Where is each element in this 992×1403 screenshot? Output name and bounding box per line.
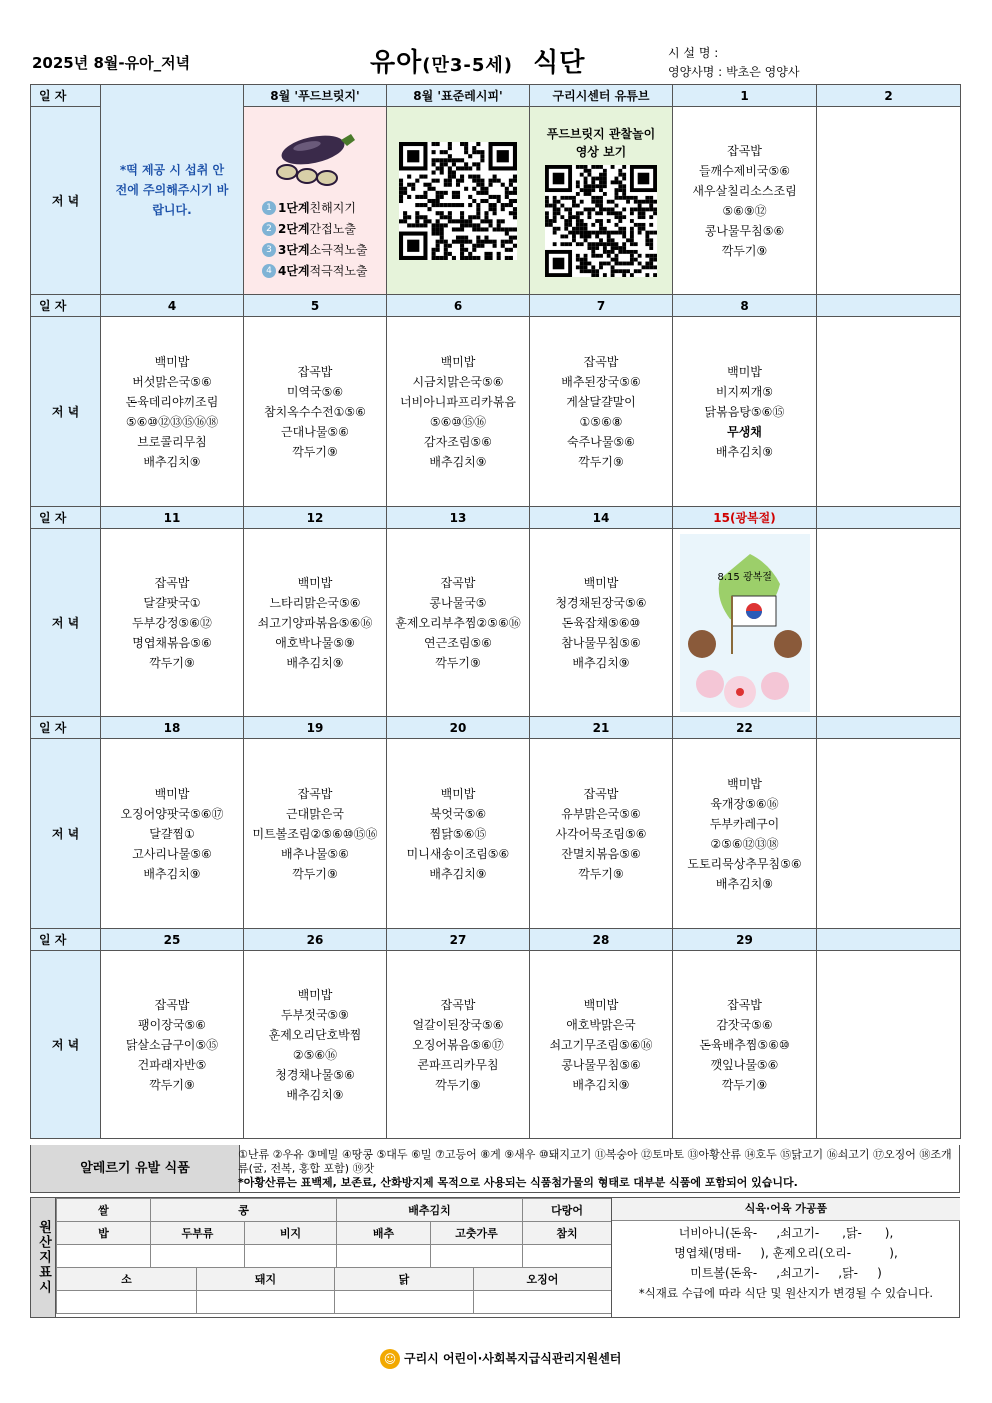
menu-item: 오징어볶음⑤⑥⑰ [412, 1037, 504, 1052]
menu-item: 깻잎나물⑤⑥ [710, 1057, 779, 1072]
menu-item: 애호박나물⑤⑨ [275, 635, 355, 650]
menu-cell [673, 739, 817, 929]
nutritionist-label: 영양사명 : [668, 65, 723, 79]
menu-item: 훈제오리부추찜②⑤⑥⑯ [395, 615, 521, 630]
footer-text: 구리시 어린이·사회복지급식관리지원센터 [404, 1351, 622, 1366]
menu-item: 무생채 [727, 424, 762, 439]
menu-item: 백미밥 [440, 786, 476, 801]
menu-period-title: 2025년 8월-유아_저녁 [32, 54, 191, 72]
foodbridge-cell [244, 107, 387, 295]
processed-title: 식육·어육 가공품 [612, 1198, 960, 1221]
origin-blank[interactable] [431, 1245, 523, 1268]
menu-item: 버섯맑은국⑤⑥ [132, 374, 212, 389]
menu-item: 달걀찜① [149, 826, 195, 841]
menu-cell [530, 317, 673, 507]
allergy-label: 알레르기 유발 식품 [31, 1145, 240, 1192]
menu-item: 잡곡밥 [297, 364, 333, 379]
menu-item: 백미밥 [727, 364, 762, 379]
processed-note: *식재료 수급에 따라 식단 및 원산지가 변경될 수 있습니다. [638, 1286, 934, 1300]
menu-item: 깍두기⑨ [721, 243, 768, 258]
menu-item: 두부젓국⑤⑨ [281, 1007, 349, 1022]
origin-cabbage: 배추 [337, 1222, 431, 1245]
menu-item: 배추김치⑨ [429, 454, 487, 469]
allergy-list: ①난류 ②우유 ③메밀 ④땅콩 ⑤대두 ⑥밀 ⑦고등어 ⑧게 ⑨새우 ⑩돼지고기 ⑪복숭아 ⑫토마토 ⑬아황산류 ⑭호두 ⑮닭고기 ⑯쇠고기 ⑰오징어 ⑱조개류(굴, 전복, 홍합 포함) ⑲잣 [238, 1148, 952, 1175]
menu-cell [673, 951, 817, 1139]
origin-blank[interactable] [335, 1291, 474, 1314]
menu-cell [817, 317, 961, 507]
menu-item: 비지찌개⑤ [715, 384, 774, 399]
dinner-label: 저 녁 [31, 951, 101, 1139]
menu-item: 두부카레구이 [709, 816, 780, 831]
date-row-week5 [31, 929, 961, 951]
menu-item: 너비아니파프리카볶음 [400, 394, 516, 409]
menu-item: 쇠고기무조림⑤⑥⑯ [549, 1037, 653, 1052]
menu-item: 잡곡밥 [297, 786, 333, 801]
dinner-label: 저 녁 [31, 739, 101, 929]
menu-item: ②⑤⑥⑯ [292, 1047, 338, 1062]
day-cell: 4 [101, 295, 244, 317]
menu-item: 깍두기⑨ [721, 1077, 768, 1092]
menu-item: 오징어양팟국⑤⑥⑰ [120, 806, 224, 821]
origin-grid [56, 1198, 611, 1317]
origin-blank[interactable] [197, 1291, 335, 1314]
menu-cell [101, 951, 244, 1139]
day-cell: 12 [244, 507, 387, 529]
menu-item: 배추김치⑨ [715, 876, 774, 891]
day-cell: 25 [101, 929, 244, 951]
footer [380, 1349, 621, 1369]
menu-item: 깍두기⑨ [149, 1077, 195, 1092]
menu-item: 들깨수제비국⑤⑥ [698, 163, 791, 178]
day-cell: 8 [673, 295, 817, 317]
menu-cell [673, 317, 817, 507]
title-age: (만3-5세) [422, 55, 513, 76]
menu-item: 닭살소금구이⑤⑮ [125, 1037, 219, 1052]
origin-blank[interactable] [245, 1245, 337, 1268]
menu-cell [673, 107, 817, 295]
menu-item: 게살달걀말이 [566, 394, 636, 409]
menu-item: 감자조림⑤⑥ [424, 434, 492, 449]
foodbridge-step-2: 2 2단계간접노출 [244, 219, 386, 240]
date-label: 일 자 [31, 929, 101, 951]
day-cell: 27 [387, 929, 530, 951]
center-logo-icon: ☺ [380, 1349, 400, 1369]
date-row-week3 [31, 507, 961, 529]
recipe-qr-cell[interactable] [387, 107, 530, 295]
menu-item: 찜닭⑤⑥⑮ [429, 826, 487, 841]
menu-item: 깍두기⑨ [292, 866, 338, 881]
menu-cell [244, 739, 387, 929]
menu-item: 깍두기⑨ [435, 1077, 481, 1092]
origin-blank[interactable] [474, 1291, 612, 1314]
menu-cell [387, 317, 530, 507]
qr-code-icon[interactable] [399, 142, 517, 260]
youtube-header: 구리시센터 유튜브 [530, 85, 673, 107]
menu-item: 두부강정⑤⑥⑫ [132, 615, 212, 630]
dinner-row-week2 [31, 317, 961, 507]
menu-table [30, 84, 961, 1139]
foodbridge-step-3: 3 3단계소극적노출 [244, 240, 386, 261]
menu-item: 잡곡밥 [440, 575, 476, 590]
menu-item: 근대맑은국 [286, 806, 344, 821]
date-label: 일 자 [31, 717, 101, 739]
dinner-row-week4 [31, 739, 961, 929]
menu-item: 느타리맑은국⑤⑥ [269, 595, 361, 610]
menu-item: 배추김치⑨ [143, 866, 201, 881]
menu-cell [530, 739, 673, 929]
menu-cell [530, 529, 673, 717]
day-cell [817, 717, 961, 739]
origin-biji: 비지 [245, 1222, 337, 1245]
processed-line-1: 너비아니(돈육- ,쇠고기- ,닭- ), [678, 1226, 894, 1240]
menu-item: 브로콜리무침 [137, 434, 207, 449]
youtube-qr-cell[interactable] [530, 107, 673, 295]
step-icon: 2 [262, 222, 276, 236]
menu-item: 콘파프리카무침 [417, 1057, 499, 1072]
date-label: 일 자 [31, 85, 101, 107]
menu-item: 잡곡밥 [440, 997, 476, 1012]
menu-item: 배추김치⑨ [286, 1087, 344, 1102]
day-cell: 26 [244, 929, 387, 951]
liberation-day-illustration [680, 534, 810, 712]
menu-cell [387, 739, 530, 929]
menu-item: ②⑤⑥⑫⑬⑱ [710, 836, 779, 851]
menu-item: 콩나물무침⑤⑥ [704, 223, 785, 238]
day-cell: 14 [530, 507, 673, 529]
origin-blank[interactable] [57, 1245, 151, 1268]
menu-cell [817, 951, 961, 1139]
menu-item: 도토리묵상추무침⑤⑥ [687, 856, 802, 871]
origin-label: 원산지표시 [31, 1198, 56, 1317]
origin-chili: 고춧가루 [431, 1222, 523, 1245]
day-cell: 1 [673, 85, 817, 107]
menu-item: 애호박맑은국 [566, 1017, 636, 1032]
foodbridge-step-1: 1 1단계친해지기 [244, 198, 386, 219]
day-cell: 18 [101, 717, 244, 739]
date-label: 일 자 [31, 295, 101, 317]
day-cell: 7 [530, 295, 673, 317]
menu-item: 미트볼조림②⑤⑥⑩⑮⑯ [252, 826, 378, 841]
dinner-label: 저 녁 [31, 107, 101, 295]
liberation-day-caption: 8.15 광복절 [717, 571, 772, 583]
menu-cell [530, 951, 673, 1139]
date-row-week4 [31, 717, 961, 739]
day-cell: 20 [387, 717, 530, 739]
menu-cell [101, 317, 244, 507]
origin-blank[interactable] [151, 1245, 245, 1268]
menu-item: 고사리나물⑤⑥ [132, 846, 212, 861]
page-title [370, 42, 585, 79]
origin-section [30, 1197, 960, 1318]
menu-item: 시금치맑은국⑤⑥ [412, 374, 504, 389]
nutritionist-name: 박초은 영양사 [726, 65, 800, 79]
menu-item: 팽이장국⑤⑥ [138, 1017, 206, 1032]
date-row-week1 [31, 85, 961, 107]
menu-item: 잡곡밥 [154, 575, 190, 590]
menu-item: 잡곡밥 [727, 143, 762, 158]
menu-cell [817, 739, 961, 929]
menu-item: 건파래자반⑤ [137, 1057, 207, 1072]
origin-bap: 밥 [57, 1222, 151, 1245]
menu-item: 새우살칠리소스조림 [692, 183, 797, 198]
day-cell: 22 [673, 717, 817, 739]
menu-item: 달걀팟국① [143, 595, 201, 610]
date-label: 일 자 [31, 507, 101, 529]
menu-item: 백미밥 [154, 354, 190, 369]
menu-item: 유부맑은국⑤⑥ [561, 806, 641, 821]
menu-cell [387, 951, 530, 1139]
menu-item: 깍두기⑨ [578, 454, 624, 469]
menu-item: 백미밥 [154, 786, 190, 801]
day-cell: 11 [101, 507, 244, 529]
menu-cell [244, 951, 387, 1139]
foodbridge-header: 8월 '푸드브릿지' [244, 85, 387, 107]
origin-kimchi: 배추김치 [337, 1199, 523, 1222]
facility-info [668, 44, 799, 82]
menu-item: 백미밥 [583, 997, 619, 1012]
menu-item: 잡곡밥 [154, 997, 190, 1012]
origin-tuna: 다랑어 [523, 1199, 612, 1222]
menu-item: 명엽채볶음⑤⑥ [132, 635, 212, 650]
menu-cell [101, 529, 244, 717]
dinner-label: 저 녁 [31, 317, 101, 507]
liberation-day-image [680, 534, 810, 712]
processed-line-2: 명엽채(명태- ), 훈제오리(오리- ), [674, 1246, 898, 1260]
dinner-row-week3 [31, 529, 961, 717]
menu-item: 잔멸치볶음⑤⑥ [561, 846, 641, 861]
menu-cell [101, 739, 244, 929]
allergy-section [30, 1145, 960, 1193]
day-cell: 2 [817, 85, 961, 107]
allergy-list-box [238, 1148, 956, 1190]
menu-item: 청경채나물⑤⑥ [275, 1067, 355, 1082]
menu-item: 참치옥수수전①⑤⑥ [264, 404, 366, 419]
menu-item: 얼갈이된장국⑤⑥ [412, 1017, 504, 1032]
origin-bean: 콩 [151, 1199, 337, 1222]
allergy-note: *아황산류는 표백제, 보존료, 산화방지제 목적으로 사용되는 식품첨가물의 형태로 대부분 식품에 포함되어 있습니다. [238, 1176, 798, 1189]
menu-item: 연근조림⑤⑥ [424, 635, 492, 650]
day-cell: 19 [244, 717, 387, 739]
processed-line-3: 미트볼(돈육- ,쇠고기- ,닭- ) [690, 1266, 882, 1280]
menu-item: ⑤⑥⑩⑫⑬⑮⑯⑱ [125, 414, 219, 429]
menu-item: 배추김치⑨ [572, 1077, 630, 1092]
notice-cell: *떡 제공 시 섭취 안전에 주의해주시기 바랍니다. [101, 85, 244, 295]
day-cell: 21 [530, 717, 673, 739]
nutritionist-line [668, 63, 799, 82]
origin-blank[interactable] [57, 1291, 197, 1314]
day-cell: 29 [673, 929, 817, 951]
day-cell: 28 [530, 929, 673, 951]
menu-item: ⑤⑥⑩⑮⑯ [429, 414, 487, 429]
date-row-week2 [31, 295, 961, 317]
menu-item: 배추김치⑨ [715, 444, 774, 459]
day-cell [817, 295, 961, 317]
origin-pork: 돼지 [197, 1268, 335, 1291]
menu-item: 잡곡밥 [727, 997, 762, 1012]
menu-item: 돈육데리야끼조림 [125, 394, 219, 409]
menu-item: ①⑤⑥⑧ [579, 414, 623, 429]
origin-chicken: 닭 [335, 1268, 474, 1291]
menu-item: 깍두기⑨ [435, 655, 481, 670]
menu-item: 잡곡밥 [583, 354, 619, 369]
menu-item: 북엇국⑤⑥ [429, 806, 487, 821]
menu-cell [817, 107, 961, 295]
qr-code-icon[interactable] [545, 165, 657, 277]
menu-item: 감잣국⑤⑥ [716, 1017, 773, 1032]
menu-item: 참나물무침⑤⑥ [561, 635, 641, 650]
menu-item: 백미밥 [583, 575, 619, 590]
processed-lines [612, 1221, 960, 1303]
menu-item: 미역국⑤⑥ [286, 384, 344, 399]
origin-blank[interactable] [523, 1245, 612, 1268]
menu-item: 배추김치⑨ [286, 655, 344, 670]
menu-item: 백미밥 [297, 575, 333, 590]
menu-item: 배추나물⑤⑥ [281, 846, 349, 861]
title-main: 유아 [370, 48, 423, 78]
origin-rice: 쌀 [57, 1199, 151, 1222]
menu-item: 근대나물⑤⑥ [281, 424, 349, 439]
menu-item: 깍두기⑨ [149, 655, 195, 670]
menu-cell [817, 529, 961, 717]
dinner-label: 저 녁 [31, 529, 101, 717]
title-end: 식단 [533, 48, 586, 78]
origin-beef: 소 [57, 1268, 197, 1291]
menu-item: ⑤⑥⑨⑫ [722, 203, 767, 218]
menu-item: 닭볶음탕⑤⑥⑮ [704, 404, 785, 419]
step-icon: 4 [262, 264, 276, 278]
menu-item: 콩나물국⑤ [429, 595, 487, 610]
menu-cell [244, 529, 387, 717]
menu-item: 사각어묵조림⑤⑥ [555, 826, 647, 841]
menu-item: 돈육잡채⑤⑥⑩ [561, 615, 641, 630]
processed-food-box [611, 1198, 960, 1317]
menu-item: 쇠고기양파볶음⑤⑥⑯ [257, 615, 373, 630]
origin-blank[interactable] [337, 1245, 431, 1268]
holiday-illustration-cell [673, 529, 817, 717]
menu-item: 숙주나물⑤⑥ [567, 434, 635, 449]
recipe-header: 8월 '표준레시피' [387, 85, 530, 107]
menu-item: 청경채된장국⑤⑥ [555, 595, 647, 610]
menu-item: 배추김치⑨ [143, 454, 201, 469]
step-icon: 1 [262, 201, 276, 215]
day-cell: 13 [387, 507, 530, 529]
dinner-row-week5 [31, 951, 961, 1139]
menu-item: 배추김치⑨ [429, 866, 487, 881]
youtube-caption: 푸드브릿지 관찰놀이 영상 보기 [546, 126, 656, 159]
menu-item: 깍두기⑨ [292, 444, 338, 459]
menu-item: 배추김치⑨ [572, 655, 630, 670]
day-cell [817, 507, 961, 529]
menu-item: 깍두기⑨ [578, 866, 624, 881]
origin-tofu: 두부류 [151, 1222, 245, 1245]
menu-item: 배추된장국⑤⑥ [561, 374, 641, 389]
menu-item: 잡곡밥 [583, 786, 619, 801]
menu-item: 백미밥 [440, 354, 476, 369]
foodbridge-step-4: 4 4단계적극적노출 [244, 261, 386, 282]
day-cell [817, 929, 961, 951]
menu-item: 미니새송이조림⑤⑥ [406, 846, 510, 861]
eggplant-icon [265, 120, 365, 192]
menu-item: 훈제오리단호박찜 [268, 1027, 362, 1042]
menu-item: 콩나물무침⑤⑥ [561, 1057, 641, 1072]
holiday-day-cell: 15(광복절) [673, 507, 817, 529]
day-cell: 6 [387, 295, 530, 317]
step-icon: 3 [262, 243, 276, 257]
menu-cell [244, 317, 387, 507]
origin-chamchi: 참치 [523, 1222, 612, 1245]
menu-cell [387, 529, 530, 717]
facility-label: 시 설 명 : [668, 46, 719, 60]
origin-squid: 오징어 [474, 1268, 612, 1291]
day-cell: 5 [244, 295, 387, 317]
menu-item: 육개장⑤⑥⑯ [710, 796, 779, 811]
menu-item: 백미밥 [727, 776, 762, 791]
menu-item: 백미밥 [297, 987, 333, 1002]
menu-item: 돈육배추찜⑤⑥⑩ [699, 1037, 790, 1052]
